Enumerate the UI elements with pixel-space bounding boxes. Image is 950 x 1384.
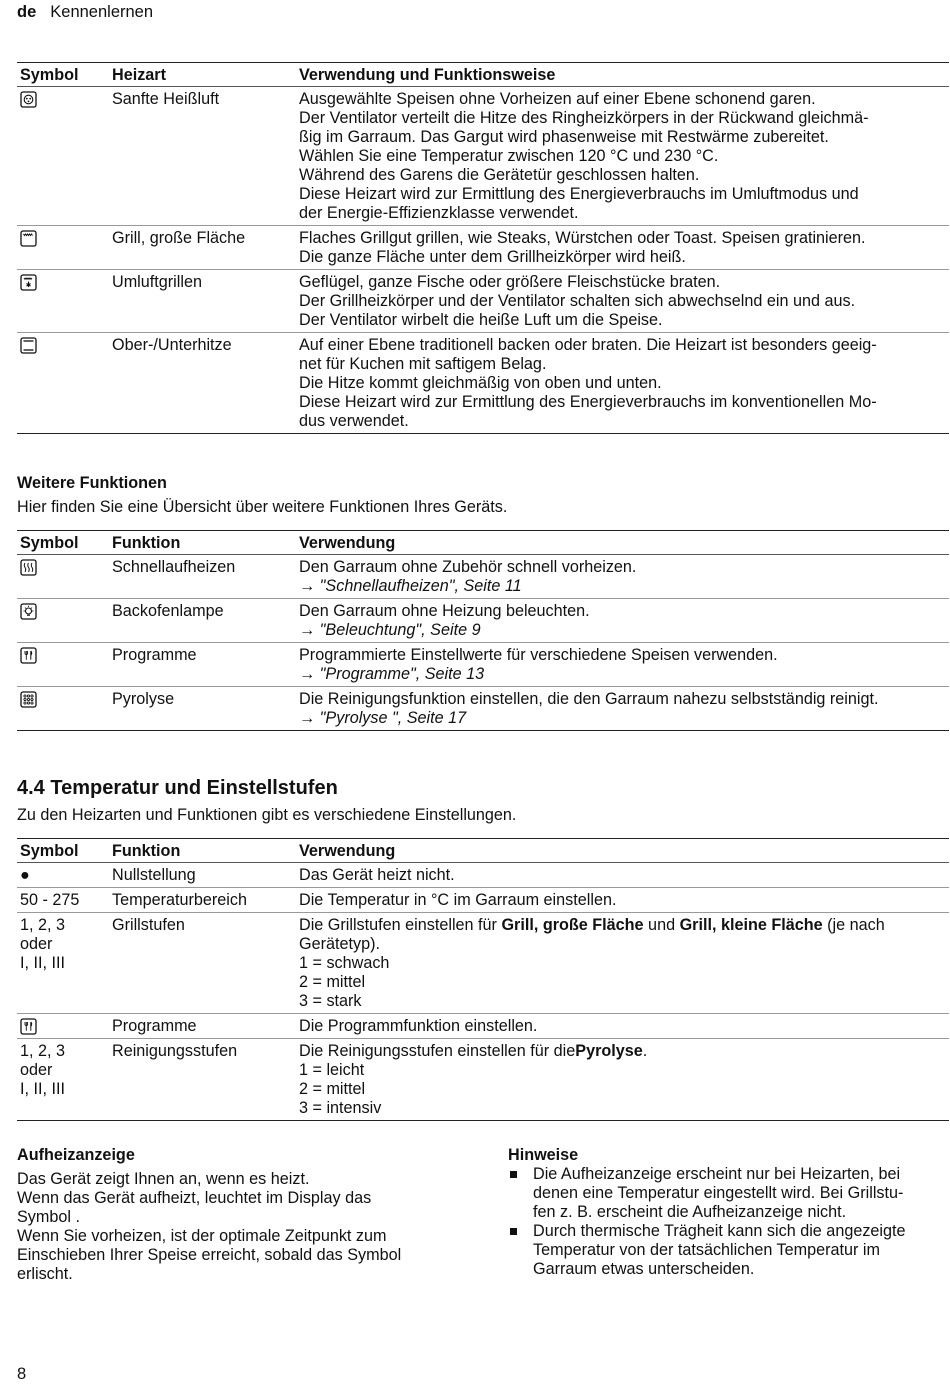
table-header-row <box>17 63 949 87</box>
function-description: Die Reinigungsfunktion einstellen, die den Garraum nahezu selbstständig reinigt. → "Pyrolyse ", Seite 17 <box>296 687 949 731</box>
table-row <box>17 333 949 434</box>
column-header: Verwendung und Funktionsweise <box>296 63 949 87</box>
pyrolysis-icon <box>20 691 37 708</box>
list-item: Die Aufheizanzeige erscheint nur bei Heizarten, bei denen eine Temperatur eingestellt wird. Bei Grillstu- fen z. B. erscheint die Aufheizanzeige nicht. <box>508 1165 948 1222</box>
section-body: Das Gerät zeigt Ihnen an, wenn es heizt. Wenn das Gerät aufheizt, leuchtet im Display das Symbol . Wenn Sie vorheizen, ist der optimale Zeitpunkt zum Einschieben Ihrer Speise erreicht, sobald das Symbol erlischt. <box>17 1170 402 1283</box>
table-row <box>17 643 949 687</box>
function-name: Schnellaufheizen <box>109 555 296 599</box>
table-row <box>17 87 949 226</box>
function-name: Pyrolyse <box>109 687 296 731</box>
rapid-heat-icon <box>20 559 37 576</box>
function-description: Das Gerät heizt nicht. <box>296 863 949 888</box>
heating-indicator-section <box>17 1146 457 1284</box>
column-header: Symbol <box>17 531 109 555</box>
table-header-row <box>17 531 949 555</box>
function-description: Den Garraum ohne Zubehör schnell vorheizen. → "Schnellaufheizen", Seite 11 <box>296 555 949 599</box>
section-intro: Zu den Heizarten und Funktionen gibt es verschiedene Einstellungen. <box>17 806 517 824</box>
running-header <box>17 3 153 22</box>
column-header: Symbol <box>17 63 109 87</box>
page-reference-link[interactable]: → "Programme", Seite 13 <box>299 665 485 683</box>
function-description: Die Grillstufen einstellen für Grill, große Fläche und Grill, kleine Fläche (je nach Gerätetyp). 1 = schwach 2 = mittel 3 = stark <box>296 913 949 1014</box>
heating-mode-name: Grill, große Fläche <box>109 226 296 270</box>
heating-mode-description: Auf einer Ebene traditionell backen oder braten. Die Heizart ist besonders geeig- net für Kuchen mit saftigem Belag. Die Hitze kommt gleichmäßig von oben und unten. Diese Heizart wird zur Ermittlung des Energieverbrauchs im konventionellen Mo- dus verwendet. <box>296 333 949 434</box>
function-name: Temperaturbereich <box>109 888 296 913</box>
table-row <box>17 888 949 913</box>
section-intro: Hier finden Sie eine Übersicht über weitere Funktionen Ihres Geräts. <box>17 498 508 516</box>
table-row <box>17 863 949 888</box>
notes-list <box>508 1165 948 1279</box>
heating-mode-description: Ausgewählte Speisen ohne Vorheizen auf einer Ebene schonend garen. Der Ventilator verteilt die Hitze des Ringheizkörpers in der Rückwand gleichmä- ßig im Garraum. Das Gargut wird phasenweise mit Restwärme zubereitet. Wählen Sie eine Temperatur zwischen 120 °C und 230 °C. Während des Garens die Gerätetür geschlossen halten. Diese Heizart wird zur Ermittlung des Energieverbrauchs im Umluftmodus und der Energie-Effizienzklasse verwendet. <box>296 87 949 226</box>
table-row <box>17 270 949 333</box>
function-name: Nullstellung <box>109 863 296 888</box>
table-row <box>17 1039 949 1121</box>
function-name: Grillstufen <box>109 913 296 1014</box>
function-description: Programmierte Einstellwerte für verschiedene Speisen verwenden. → "Programme", Seite 13 <box>296 643 949 687</box>
function-name: Programme <box>109 1014 296 1039</box>
chapter-heading: 4.4 Temperatur und Einstellstufen <box>17 777 338 799</box>
notes-section <box>508 1146 948 1279</box>
list-item: Durch thermische Trägheit kann sich die angezeigte Temperatur von der tatsächlichen Temperatur im Garraum etwas unterscheiden. <box>508 1222 948 1279</box>
function-description: Die Temperatur in °C im Garraum einstellen. <box>296 888 949 913</box>
zero-position-symbol: ● <box>17 863 109 888</box>
heating-mode-name: Ober-/Unterhitze <box>109 333 296 434</box>
settings-table <box>17 838 949 1121</box>
heating-mode-name: Umluftgrillen <box>109 270 296 333</box>
function-description: Den Garraum ohne Heizung beleuchten. → "Beleuchtung", Seite 9 <box>296 599 949 643</box>
heating-mode-description: Flaches Grillgut grillen, wie Steaks, Würstchen oder Toast. Speisen gratinieren. Die ganze Fläche unter dem Grillheizkörper wird heiß. <box>296 226 949 270</box>
section-heading: Hinweise <box>508 1146 579 1164</box>
level-symbols: 1, 2, 3 oder I, II, III <box>17 913 109 1014</box>
page-reference-link[interactable]: → "Schnellaufheizen", Seite 11 <box>299 577 522 595</box>
table-row <box>17 555 949 599</box>
page-reference-link[interactable]: → "Pyrolyse ", Seite 17 <box>299 709 467 727</box>
temperature-range-symbol: 50 - 275 <box>17 888 109 913</box>
column-header: Symbol <box>17 839 109 863</box>
table-header-row <box>17 839 949 863</box>
section-title: Kennenlernen <box>50 3 154 21</box>
function-description: Die Reinigungsstufen einstellen für diePyrolyse. 1 = leicht 2 = mittel 3 = intensiv <box>296 1039 949 1121</box>
gentle-hot-air-icon <box>20 91 37 108</box>
function-name: Reinigungsstufen <box>109 1039 296 1121</box>
section-heading: Aufheizanzeige <box>17 1146 135 1164</box>
column-header: Verwendung <box>296 531 949 555</box>
table-row <box>17 687 949 731</box>
heating-mode-description: Geflügel, ganze Fische oder größere Fleischstücke braten. Der Grillheizkörper und der Ventilator schalten sich abwechselnd ein und aus. Der Ventilator wirbelt die heiße Luft um die Speise. <box>296 270 949 333</box>
further-functions-table <box>17 530 949 731</box>
language-code: de <box>17 3 37 21</box>
table-row <box>17 226 949 270</box>
fan-grill-icon <box>20 274 37 291</box>
function-name: Programme <box>109 643 296 687</box>
programs-icon <box>20 1018 37 1035</box>
table-row <box>17 599 949 643</box>
page-reference-link[interactable]: → "Beleuchtung", Seite 9 <box>299 621 481 639</box>
programs-icon <box>20 647 37 664</box>
heating-modes-table <box>17 62 949 434</box>
table-row <box>17 913 949 1014</box>
heating-mode-name: Sanfte Heißluft <box>109 87 296 226</box>
column-header: Funktion <box>109 839 296 863</box>
table-row <box>17 1014 949 1039</box>
function-description: Die Programmfunktion einstellen. <box>296 1014 949 1039</box>
column-header: Heizart <box>109 63 296 87</box>
column-header: Funktion <box>109 531 296 555</box>
column-header: Verwendung <box>296 839 949 863</box>
oven-lamp-icon <box>20 603 37 620</box>
grill-large-area-icon <box>20 230 37 247</box>
function-name: Backofenlampe <box>109 599 296 643</box>
page-number: 8 <box>17 1365 27 1383</box>
top-bottom-heat-icon <box>20 337 37 354</box>
section-heading: Weitere Funktionen <box>17 474 167 492</box>
level-symbols: 1, 2, 3 oder I, II, III <box>17 1039 109 1121</box>
